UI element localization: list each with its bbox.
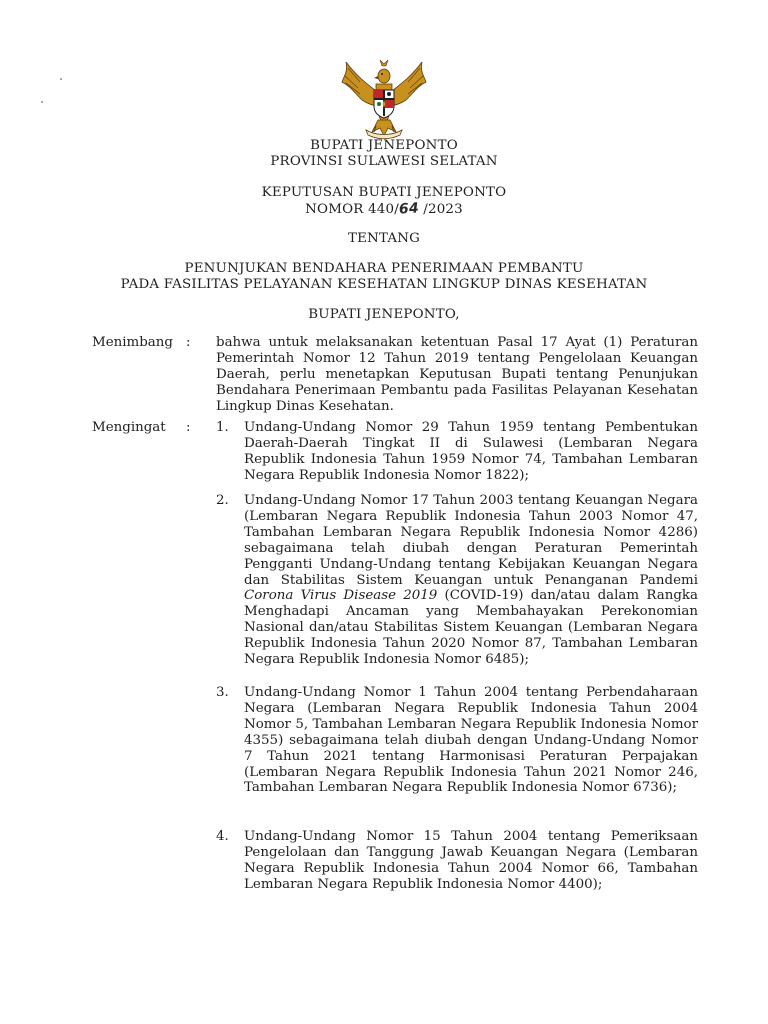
mengingat-item-text: Undang-Undang Nomor 29 Tahun 1959 tentang Pembentukan Daerah-Daerah Tingkat II di Sulawesi (Lembaran Negara Republik Indonesia Tahun 1959 Nomor 74, Tambahan Lembaran Negara Republik Indonesia Nomor 1822);: [244, 420, 698, 483]
regent-title: BUPATI JENEPONTO: [310, 138, 458, 153]
decision-title: KEPUTUSAN BUPATI JENEPONTO: [261, 185, 507, 200]
subject-line-2: PADA FASILITAS PELAYANAN KESEHATAN LINGKUP DINAS KESEHATAN: [120, 277, 648, 292]
mengingat-item-text: [244, 493, 698, 668]
handwritten-number: 64: [398, 200, 420, 218]
mengingat-item-number: 4.: [216, 829, 229, 844]
decision-number: [0, 201, 768, 218]
garuda-emblem-icon: [336, 56, 432, 140]
decision-number-prefix: NOMOR 440/: [305, 202, 399, 217]
mengingat-item-number: 1.: [216, 420, 229, 435]
mengingat-item-text-part: Undang-Undang Nomor 17 Tahun 2003 tentang Keuangan Negara (Lembaran Negara Republik Indonesia Tahun 2003 Nomor 47, Tambahan Lembaran Negara Republik Indonesia Nomor 4286) sebagaimana telah diubah dengan Peraturan Pemerintah Pengganti Undang-Undang tentang Kebijakan Keuangan Negara dan Stabilitas Sistem Keuangan untuk Penanganan Pandemi: [244, 493, 698, 588]
mengingat-item-text: Undang-Undang Nomor 1 Tahun 2004 tentang Perbendaharaan Negara (Lembaran Negara Republik Indonesia Tahun 2004 Nomor 5, Tambahan Lembaran Negara Republik Indonesia Nomor 4355) sebagaimana telah diubah dengan Undang-Undang Nomor 7 Tahun 2021 tentang Harmonisasi Peraturan Perpajakan (Lembaran Negara Republik Indonesia Tahun 2021 Nomor 246, Tambahan Lembaran Negara Republik Indonesia Nomor 6736);: [244, 685, 698, 796]
issuer-line: BUPATI JENEPONTO,: [308, 307, 460, 322]
mengingat-colon: :: [186, 420, 191, 435]
menimbang-label: Menimbang: [92, 335, 173, 350]
mengingat-item-number: 3.: [216, 685, 229, 700]
mengingat-item-3: [244, 685, 698, 796]
menimbang-colon: :: [186, 335, 191, 350]
mengingat-item-4: [244, 829, 698, 893]
tentang-heading: TENTANG: [347, 231, 421, 246]
decision-number-suffix: /2023: [418, 202, 463, 217]
mengingat-item-1: [244, 420, 698, 484]
menimbang-text: [216, 335, 698, 415]
subject-line-1: PENUNJUKAN BENDAHARA PENERIMAAN PEMBANTU: [184, 261, 584, 276]
mengingat-item-text-part: (COVID-19) dan/atau dalam Rangka Menghadapi Ancaman yang Membahayakan Perekonomian Nasional dan/atau Stabilitas Sistem Keuangan (Lembaran Negara Republik Indonesia Tahun 2020 Nomor 87, Tambahan Lembaran Negara Republik Indonesia Nomor 6485);: [244, 588, 698, 668]
mengingat-item-italic-term: Corona Virus Disease 2019: [244, 588, 438, 604]
mengingat-label: Mengingat: [92, 420, 166, 435]
scan-speck: [41, 101, 43, 103]
scan-speck: [60, 78, 62, 80]
menimbang-paragraph: bahwa untuk melaksanakan ketentuan Pasal 17 Ayat (1) Peraturan Pemerintah Nomor 12 Tahun 2019 tentang Pengelolaan Keuangan Daerah, perlu menetapkan Keputusan Bupati tentang Penunjukan Bendahara Penerimaan Pembantu pada Fasilitas Pelayanan Kesehatan Lingkup Dinas Kesehatan.: [216, 335, 698, 414]
mengingat-item-text: Undang-Undang Nomor 15 Tahun 2004 tentang Pemeriksaan Pengelolaan dan Tanggung Jawab Keuangan Negara (Lembaran Negara Republik Indonesia Tahun 2004 Nomor 66, Tambahan Lembaran Negara Republik Indonesia Nomor 4400);: [244, 829, 698, 892]
mengingat-item-2: [244, 493, 698, 668]
mengingat-item-number: 2.: [216, 493, 229, 508]
province-title: PROVINSI SULAWESI SELATAN: [270, 154, 498, 169]
